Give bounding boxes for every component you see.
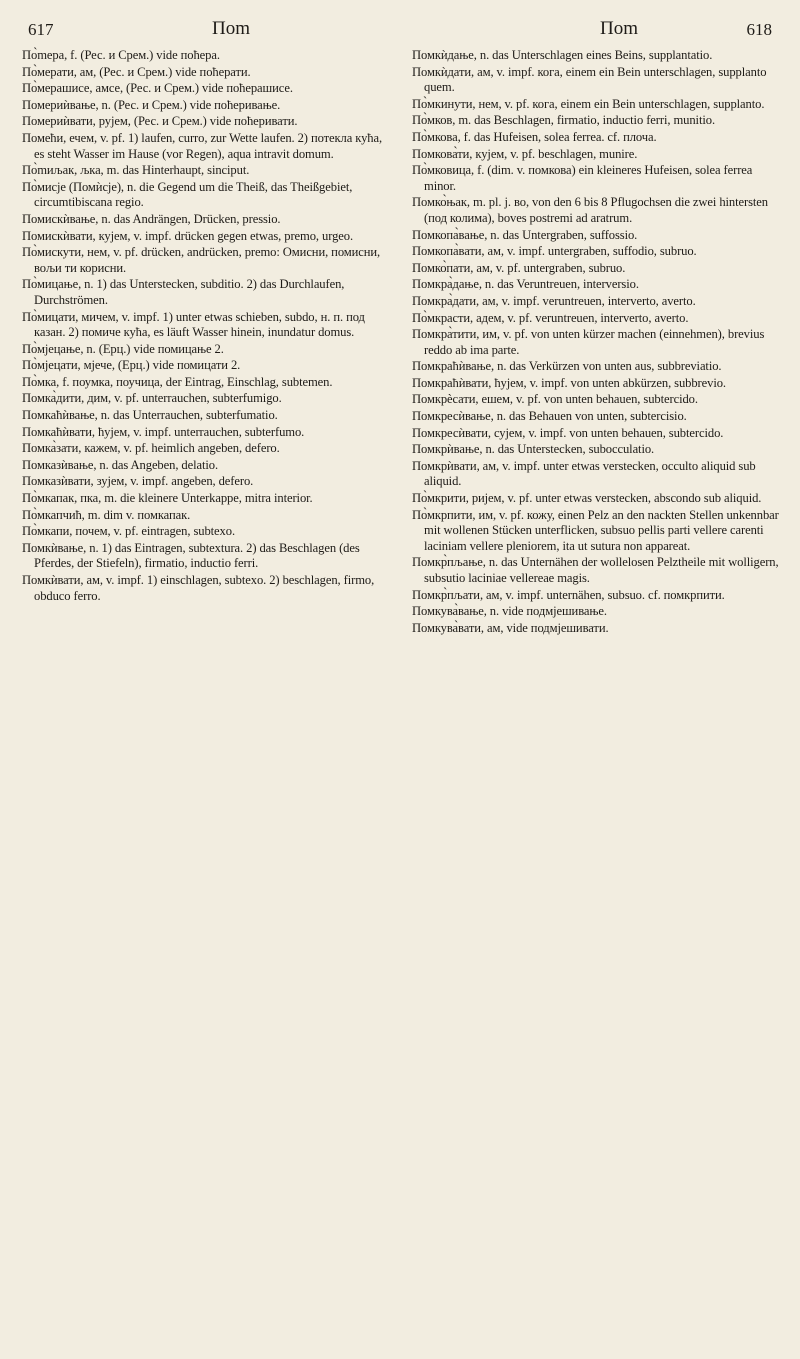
- dictionary-entry: Помкува̀вати, ам, vide подмјешивати.: [412, 620, 609, 635]
- dictionary-entry: Помказѝвати, зујем, v. impf. angeben, defero.: [22, 474, 254, 489]
- dictionary-entry: Помкрѐсати, ешем, v. pf. von unten behauen, subtercido.: [412, 392, 698, 407]
- dictionary-entry: По̀мјецати, мјече, (Ерц.) vide помицати 2.: [22, 358, 241, 373]
- page-number-right: 618: [746, 20, 772, 39]
- dictionary-entry: Помкаħѝвање, n. das Unterrauchen, subterfumatio.: [22, 408, 278, 423]
- dictionary-entry: По̀мисје (Помѝсје), n. die Gegend um die Theiß, das Theißgebiet, circumtibiscana regio.: [22, 179, 353, 210]
- dictionary-entry: Помкр̀пљање, n. das Unternähen der wollelosen Pelztheile mit wolligern, subsutio laciniae vellereae magis.: [412, 555, 779, 585]
- page-number-left: 617: [28, 20, 54, 39]
- dictionary-entry: По̀мкрасти, адем, v. pf. veruntreuen, interverto, averto.: [412, 310, 689, 325]
- dictionary-entry: По̀mера, f. (Рес. и Срем.) vide поħера.: [22, 48, 220, 62]
- dictionary-entry: Помкраħѝвање, n. das Verkürzen von unten aus, subbreviatio.: [412, 359, 722, 374]
- dictionary-entry: Помкра̀дати, ам, v. impf. veruntreuen, interverto, averto.: [412, 293, 696, 308]
- dictionary-entry: Помериѝвати, рујем, (Рес. и Срем.) vide поħеривати.: [22, 114, 298, 129]
- dictionary-entry: По̀мковица, f. (dim. v. помкова) ein kleineres Hufeisen, solea ferrea minor.: [412, 163, 753, 193]
- dictionary-entry: По̀мкрити, ријем, v. pf. unter etwas verstecken, abscondo sub aliquid.: [412, 491, 762, 506]
- dictionary-entry: Помискѝвати, кујем, v. impf. drücken gegen etwas, premo, urgeo.: [22, 228, 354, 243]
- dictionary-entry: Помкра̀тити, им, v. pf. von unten kürzer machen (einnehmen), brevius reddo ab ima parte.: [412, 327, 765, 357]
- dictionary-entry: Помкѝдати, ам, v. impf. кога, einem ein Bein unterschlagen, supplanto quem.: [412, 64, 767, 95]
- dictionary-entry: По̀мкрпити, им, v. pf. кожу, einen Pelz an den nackten Stellen unkennbar mit wollenen Stücken unterflicken, subsuo pellis parti vellere carenti laciniam vellere pleniorem, ita ut sutura non appareat.: [412, 507, 779, 553]
- dictionary-entry: Помкаħѝвати, ħујем, v. impf. unterrauchen, subterfumo.: [22, 424, 305, 439]
- dictionary-entry: Помкува̀вање, n. vide подмјешивање.: [412, 604, 607, 619]
- dictionary-entry: По̀мицање, n. 1) das Unterstecken, subditio. 2) das Durchlaufen, Durchströmen.: [22, 277, 345, 307]
- dictionary-entry: Помеħи, ечем, v. pf. 1) laufen, curro, zur Wette laufen. 2) потекла куħа, es steht Wasser im Hause (vor Regen), aqua intravit domum.: [22, 130, 383, 161]
- dictionary-entry: По̀мерати, ам, (Рес. и Срем.) vide поħерати.: [22, 64, 251, 79]
- dictionary-entry: По̀мицати, мичем, v. impf. 1) unter etwas schieben, subdo, н. п. под казан. 2) помиче куħа, es läuft Wasser hinein, inundatur domus.: [22, 309, 365, 340]
- dictionary-entry: По̀мка, f. поумка, поучица, der Eintrag, Einschlag, subtemen.: [22, 374, 333, 389]
- dictionary-entry: По̀mиљак, љка, m. das Hinterhaupt, sinciput.: [22, 163, 250, 178]
- dictionary-entry: Помериѝвање, n. (Рес. и Срем.) vide поħеривање.: [22, 97, 281, 112]
- dictionary-entry: Помкѝвање, n. 1) das Eintragen, subtextura. 2) das Beschlagen (des Pferdes, der Stiefeln), firmatio, inductio ferri.: [22, 540, 360, 571]
- dictionary-entry: Помкрѝвање, n. das Unterstecken, subocculatio.: [412, 442, 655, 457]
- dictionary-entry: Помка̀дити, дим, v. pf. unterrauchen, subterfumigo.: [22, 391, 282, 406]
- dictionary-entry: По̀мискути, нем, v. pf. drücken, andrücken, premo: Омисни, помисни, вољи ти корисни.: [22, 245, 381, 275]
- dictionary-entry: Помкресѝвати, сујем, v. impf. von unten behauen, subtercido.: [412, 425, 724, 440]
- dictionary-entry: По̀мкапчиħ, m. dim v. помкапак.: [22, 507, 191, 522]
- running-head-right: Поm: [600, 18, 638, 39]
- dictionary-entry: Помкраħѝвати, ħујем, v. impf. von unten abkürzen, subbrevio.: [412, 375, 726, 390]
- dictionary-entry: Помко̀њак, m. pl. j. во, von den 6 bis 8 Pflugochsen die zwei hintersten (под колима), boves postremi ad aratrum.: [412, 195, 768, 225]
- dictionary-entry: Помказѝвање, n. das Angeben, delatio.: [22, 457, 219, 472]
- dictionary-entry: Помкѝвати, ам, v. impf. 1) einschlagen, subtexo. 2) beschlagen, firmo, obduco ferro.: [22, 573, 375, 603]
- dictionary-entry: По̀мкова, f. das Hufeisen, solea ferrea. cf. плоча.: [412, 129, 657, 144]
- page-header: [22, 14, 780, 42]
- dictionary-entry: По̀мерашисе, амсе, (Рес. и Срем.) vide поħерашисе.: [22, 81, 293, 96]
- right-column: [412, 48, 780, 637]
- running-head-left: Поm: [212, 18, 250, 39]
- dictionary-entry: По̀мкапи, почем, v. pf. eintragen, subtexo.: [22, 524, 235, 539]
- dictionary-entry: Помкова̀ти, кујем, v. pf. beschlagen, munire.: [412, 146, 638, 161]
- dictionary-entry: Помкресѝвање, n. das Behauen von unten, subtercisio.: [412, 409, 687, 424]
- dictionary-entry: Помкр̀пљати, ам, v. impf. unternähen, subsuo. cf. помкрпити.: [412, 587, 725, 602]
- dictionary-entry: Помкѝдање, n. das Unterschlagen eines Beins, supplantatio.: [412, 48, 713, 62]
- dictionary-entry: По̀мкапак, пка, m. die kleinere Unterkappe, mitra interior.: [22, 491, 313, 506]
- dictionary-entry: По̀мкинути, нем, v. pf. кога, einem ein Bein unterschlagen, supplanto.: [412, 96, 765, 111]
- dictionary-entry: Помкопа̀вање, n. das Untergraben, suffossio.: [412, 227, 638, 242]
- dictionary-entry: Помко̀пати, ам, v. pf. untergraben, subruo.: [412, 260, 626, 275]
- dictionary-entry: Помкопа̀вати, ам, v. impf. untergraben, suffodio, subruo.: [412, 244, 697, 259]
- dictionary-entry: Помискѝвање, n. das Andrängen, Drücken, pressio.: [22, 211, 281, 226]
- columns: [22, 48, 780, 637]
- dictionary-entry: Помка̀зати, кажем, v. pf. heimlich angeben, defero.: [22, 441, 280, 456]
- dictionary-entry: По̀мков, m. das Beschlagen, firmatio, inductio ferri, munitio.: [412, 113, 716, 128]
- dictionary-entry: Помкра̀дање, n. das Veruntreuen, interversio.: [412, 277, 639, 292]
- left-column: [22, 48, 390, 637]
- dictionary-entry: По̀мјецање, n. (Ерц.) vide помицање 2.: [22, 341, 224, 356]
- dictionary-entry: Помкрѝвати, ам, v. impf. unter etwas verstecken, occulto aliquid sub aliquid.: [412, 458, 756, 489]
